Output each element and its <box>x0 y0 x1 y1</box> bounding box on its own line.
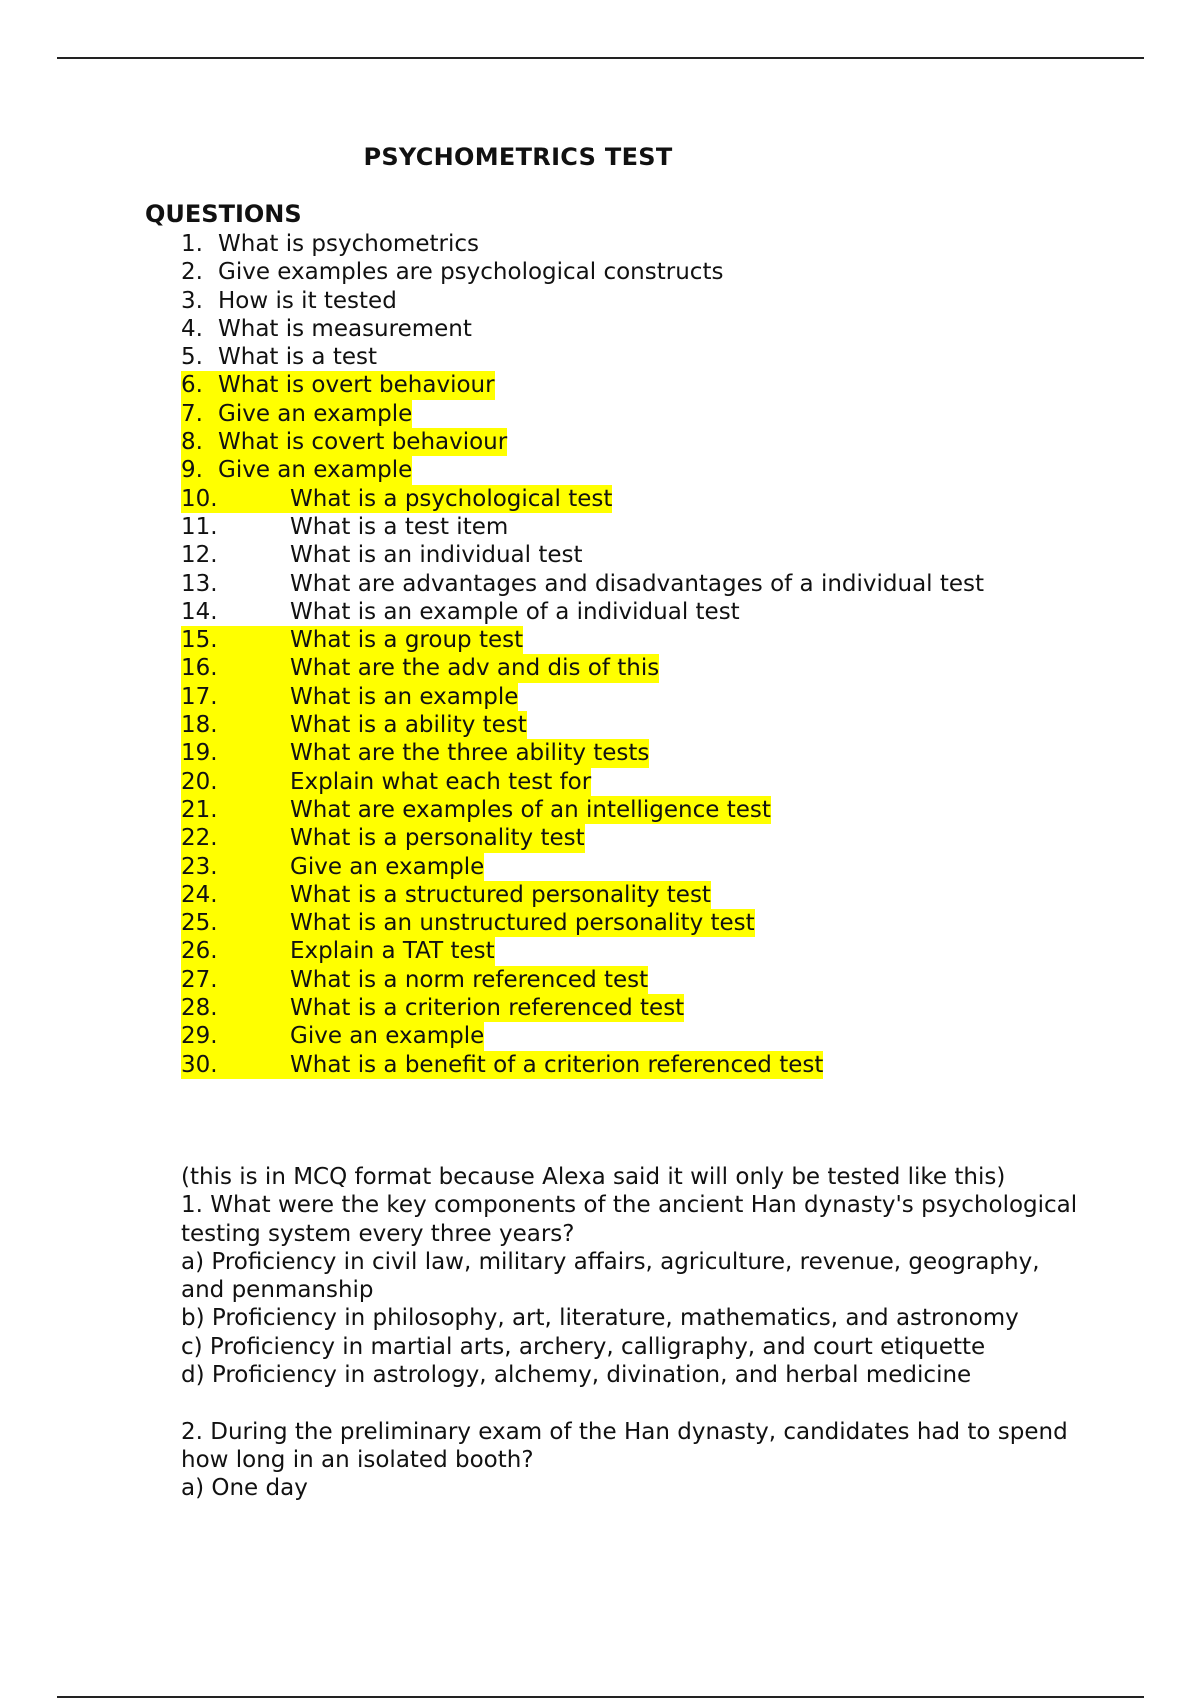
question-number: 11. <box>181 513 218 540</box>
question-text: What is a benefit of a criterion referenced test <box>290 1051 824 1078</box>
question-text: Give an example <box>218 400 413 427</box>
mcq-q1-option-b: b) Proficiency in philosophy, art, literature, mathematics, and astronomy <box>181 1305 1019 1332</box>
question-text: What is an example of a individual test <box>290 598 740 625</box>
question-text-run <box>181 654 659 682</box>
question-text: What is a criterion referenced test <box>290 995 685 1022</box>
question-text-run <box>181 485 612 513</box>
question-text-run <box>181 541 583 569</box>
question-number: 7. <box>181 400 203 427</box>
question-number: 16. <box>181 655 218 682</box>
question-number: 3. <box>181 287 203 314</box>
question-item <box>181 287 984 315</box>
question-number: 21. <box>181 796 218 823</box>
question-text-run <box>181 739 649 767</box>
mcq-q1-option-a: a) Proficiency in civil law, military affairs, agriculture, revenue, geography, and penmanship <box>181 1248 1040 1304</box>
top-rule <box>57 57 1144 59</box>
questions-heading: QUESTIONS <box>145 200 302 228</box>
question-text-run <box>181 711 527 739</box>
question-text-run <box>181 258 723 286</box>
question-item <box>181 258 984 286</box>
question-number: 20. <box>181 768 218 795</box>
question-text-run <box>181 570 984 598</box>
question-text: Explain what each test for <box>290 768 592 795</box>
question-number: 19. <box>181 740 218 767</box>
question-number: 4. <box>181 315 203 342</box>
question-item <box>181 994 984 1022</box>
question-number: 12. <box>181 542 218 569</box>
question-item <box>181 881 984 909</box>
question-text-run <box>181 994 684 1022</box>
question-text: What is a norm referenced test <box>290 966 649 993</box>
question-text: What are the three ability tests <box>290 740 650 767</box>
question-item <box>181 626 984 654</box>
mcq-q1-option-d: d) Proficiency in astrology, alchemy, divination, and herbal medicine <box>181 1362 972 1389</box>
question-number: 9. <box>181 457 203 484</box>
question-item <box>181 315 984 343</box>
question-text: What is a structured personality test <box>290 881 711 908</box>
question-item <box>181 400 984 428</box>
mcq-question-1: 1. What were the key components of the ancient Han dynasty's psychological testing system every three years? <box>181 1192 1078 1247</box>
question-text-run <box>181 315 472 343</box>
question-number: 30. <box>181 1051 218 1078</box>
question-number: 8. <box>181 429 203 456</box>
question-item <box>181 541 984 569</box>
mcq-note: (this is in MCQ format because Alexa said it will only be tested like this) <box>181 1164 1006 1190</box>
question-text: What is an unstructured personality test <box>290 910 755 937</box>
question-item <box>181 796 984 824</box>
question-text-run <box>181 343 377 371</box>
question-text: What is a test item <box>290 513 509 540</box>
question-item <box>181 824 984 852</box>
question-item <box>181 1051 984 1079</box>
question-text-run <box>181 937 495 965</box>
question-text: What is psychometrics <box>218 231 479 257</box>
question-item <box>181 937 984 965</box>
question-text: What is a test <box>218 344 378 371</box>
question-number: 29. <box>181 1023 218 1050</box>
question-number: 2. <box>181 259 203 286</box>
question-item <box>181 230 984 258</box>
question-text: What is overt behaviour <box>218 372 495 399</box>
question-text-run <box>181 824 585 852</box>
question-text-run <box>181 287 397 315</box>
question-text: What is a group test <box>290 627 524 654</box>
question-text-run <box>181 456 412 484</box>
question-text-run <box>181 598 740 626</box>
question-text-run <box>181 626 523 654</box>
question-number: 26. <box>181 938 218 965</box>
question-text: Give examples are psychological constructs <box>218 259 724 286</box>
question-item <box>181 739 984 767</box>
question-item <box>181 1022 984 1050</box>
question-text: Give an example <box>218 457 413 484</box>
question-text-run <box>181 1051 823 1079</box>
mcq-question-2: 2. During the preliminary exam of the Han dynasty, candidates had to spend how long in an isolated booth? <box>181 1418 1068 1473</box>
question-text-run <box>181 796 771 824</box>
mcq-section <box>181 1163 1081 1503</box>
question-number: 10. <box>181 485 218 512</box>
question-item <box>181 654 984 682</box>
question-item <box>181 570 984 598</box>
question-number: 23. <box>181 853 218 880</box>
question-text-run <box>181 1022 484 1050</box>
question-item <box>181 456 984 484</box>
question-text: What are the adv and dis of this <box>290 655 660 682</box>
document-title: PSYCHOMETRICS TEST <box>363 143 673 171</box>
bottom-rule <box>57 1696 1144 1698</box>
question-number: 1. <box>181 231 203 257</box>
question-text-run <box>181 909 755 937</box>
question-text: What is a personality test <box>290 825 585 852</box>
question-text-run <box>181 853 484 881</box>
question-text-run <box>181 966 648 994</box>
question-text: How is it tested <box>218 287 397 314</box>
question-text-run <box>181 768 591 796</box>
question-number: 15. <box>181 627 218 654</box>
question-text: What is covert behaviour <box>218 429 508 456</box>
question-text: What is measurement <box>218 315 472 342</box>
question-item <box>181 598 984 626</box>
question-number: 28. <box>181 995 218 1022</box>
question-text: What is an individual test <box>290 542 583 569</box>
question-item <box>181 909 984 937</box>
question-item <box>181 683 984 711</box>
mcq-q2-option-a: a) One day <box>181 1475 308 1502</box>
question-number: 5. <box>181 344 203 371</box>
question-number: 17. <box>181 683 218 710</box>
question-item <box>181 428 984 456</box>
question-text: What is a psychological test <box>290 485 613 512</box>
question-number: 18. <box>181 712 218 739</box>
question-item <box>181 853 984 881</box>
question-text-run <box>181 683 518 711</box>
spacer <box>181 1389 1081 1417</box>
question-number: 27. <box>181 966 218 993</box>
question-text-run <box>181 230 479 258</box>
question-item <box>181 371 984 399</box>
question-text-run <box>181 371 495 399</box>
question-text: What are advantages and disadvantages of a individual test <box>290 570 985 597</box>
question-number: 22. <box>181 825 218 852</box>
question-number: 6. <box>181 372 203 399</box>
question-number: 25. <box>181 910 218 937</box>
question-text: Explain a TAT test <box>290 938 495 965</box>
question-item <box>181 513 984 541</box>
question-item <box>181 343 984 371</box>
question-number: 14. <box>181 598 218 625</box>
question-text: What is a ability test <box>290 712 527 739</box>
question-item <box>181 711 984 739</box>
question-text: Give an example <box>290 1023 485 1050</box>
question-text-run <box>181 513 508 541</box>
question-item <box>181 768 984 796</box>
question-text-run <box>181 400 412 428</box>
question-item <box>181 485 984 513</box>
question-text: Give an example <box>290 853 485 880</box>
question-text-run <box>181 881 711 909</box>
question-number: 24. <box>181 881 218 908</box>
questions-list <box>181 230 984 1079</box>
question-number: 13. <box>181 570 218 597</box>
question-text: What are examples of an intelligence test <box>290 796 771 823</box>
question-text-run <box>181 428 507 456</box>
question-text: What is an example <box>290 683 519 710</box>
mcq-q1-option-c: c) Proficiency in martial arts, archery, calligraphy, and court etiquette <box>181 1333 986 1360</box>
question-item <box>181 966 984 994</box>
